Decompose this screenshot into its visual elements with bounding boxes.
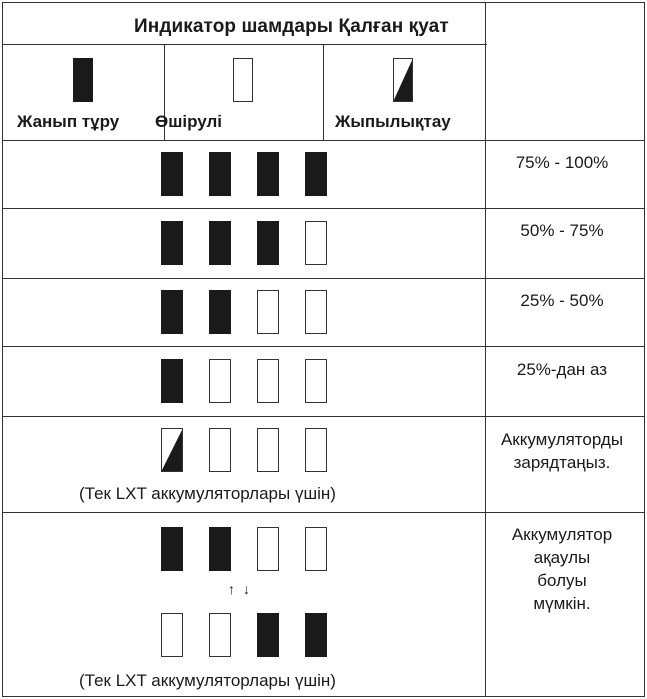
legend-lamp-on <box>73 58 93 102</box>
indicator-lamp-on <box>161 359 183 403</box>
indicator-lamp-off <box>305 527 327 571</box>
level-text-line: зарядтаңыз. <box>513 453 611 472</box>
indicator-lamp-on <box>161 527 183 571</box>
row-divider <box>2 512 645 513</box>
level-text-line: Аккумулятор <box>511 525 613 544</box>
level-text-row1: 75% - 100% <box>515 153 609 172</box>
legend-label-on: Жанып тұру <box>17 112 120 131</box>
indicator-lamp-on <box>209 152 231 196</box>
indicator-lamp-on <box>209 221 231 265</box>
indicator-lamp-on <box>161 221 183 265</box>
level-text-line: Аккумуляторды <box>500 430 624 449</box>
indicator-lamp-on <box>209 527 231 571</box>
indicator-lamp-off <box>305 428 327 472</box>
indicator-lamp-on <box>305 613 327 657</box>
level-text-row3: 25% - 50% <box>520 291 604 310</box>
level-text-line: болуы <box>537 571 587 590</box>
indicator-lamp-off <box>305 359 327 403</box>
indicator-lamp-blink <box>161 428 183 472</box>
header-title: Индикатор шамдары Қалған қуат <box>134 16 449 37</box>
indicator-lamp-off <box>305 221 327 265</box>
level-text-line: мүмкін. <box>533 594 591 613</box>
level-text-row4: 25%-дан аз <box>516 360 608 379</box>
row-divider <box>2 278 645 279</box>
row-divider <box>2 140 645 141</box>
indicator-lamp-on <box>161 152 183 196</box>
indicator-lamp-off <box>257 527 279 571</box>
indicator-lamp-on <box>257 221 279 265</box>
indicator-lamp-off <box>209 359 231 403</box>
indicator-lamp-on <box>257 613 279 657</box>
up-down-arrows-icon: ↑↓ <box>228 581 258 597</box>
column-divider <box>485 2 486 697</box>
indicator-lamp-off <box>161 613 183 657</box>
level-text-row5 <box>487 428 637 474</box>
lxt-note: (Тек LXT аккумуляторлары үшін) <box>79 671 336 690</box>
row-divider <box>2 346 645 347</box>
row-divider <box>2 416 645 417</box>
legend-label-blink: Жыпылықтау <box>335 112 451 131</box>
indicator-lamp-on <box>257 152 279 196</box>
indicator-lamp-off <box>209 428 231 472</box>
legend-lamp-blink <box>393 58 413 102</box>
indicator-lamp-off <box>209 613 231 657</box>
legend-label-off: Өшірулі <box>155 112 223 131</box>
indicator-lamp-on <box>305 152 327 196</box>
lxt-note: (Тек LXT аккумуляторлары үшін) <box>79 484 336 503</box>
indicator-lamp-off <box>257 428 279 472</box>
indicator-lamp-off <box>257 290 279 334</box>
legend-lamp-off <box>233 58 253 102</box>
row-divider <box>2 208 645 209</box>
legend-divider <box>323 44 324 140</box>
indicator-lamp-on <box>209 290 231 334</box>
indicator-lamp-on <box>161 290 183 334</box>
indicator-lamp-off <box>305 290 327 334</box>
row-divider <box>2 44 487 45</box>
indicator-lamp-off <box>257 359 279 403</box>
level-text-row6 <box>487 523 637 615</box>
level-text-line: ақаулы <box>533 548 591 567</box>
level-text-row2: 50% - 75% <box>520 221 604 240</box>
